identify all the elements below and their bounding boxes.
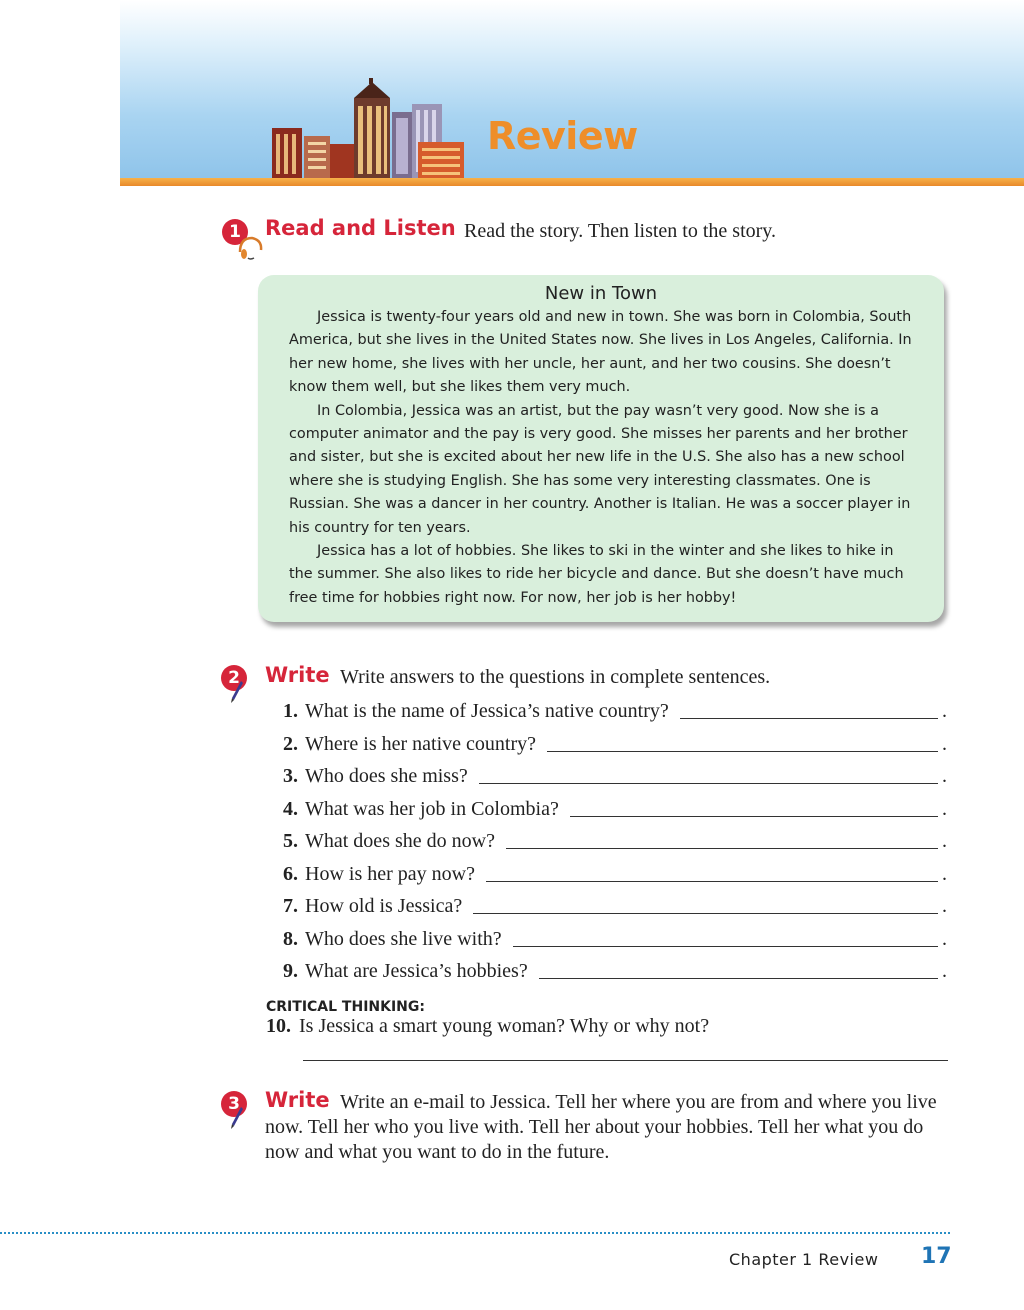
question-number: 6.: [283, 863, 298, 885]
page-number: 17: [921, 1244, 952, 1269]
answer-period: .: [942, 895, 947, 917]
page-title: Review: [487, 114, 638, 158]
question-text: What is the name of Jessica’s native country?: [305, 700, 669, 722]
section-3-instruction: Write an e-mail to Jessica. Tell her where you are from and where you live now. Tell her who you live with. Tell her about your hobbies. Tell her what you do now and what you want to do in the future.: [265, 1091, 937, 1163]
question-text: What are Jessica’s hobbies?: [305, 960, 528, 982]
answer-line[interactable]: [680, 717, 938, 719]
section-3-badge: 3: [221, 1091, 247, 1117]
answer-period: .: [942, 765, 947, 787]
question-row: [268, 892, 948, 918]
answer-period: .: [942, 928, 947, 950]
section-2-title: Write: [265, 663, 330, 687]
question-text: How old is Jessica?: [305, 895, 463, 917]
question-text: Who does she live with?: [305, 928, 502, 950]
question-text: Where is her native country?: [305, 733, 537, 755]
question-number: 10.: [266, 1015, 291, 1037]
critical-thinking-heading: CRITICAL THINKING:: [266, 999, 425, 1015]
question-text: How is her pay now?: [305, 863, 475, 885]
question-row: [268, 957, 948, 983]
answer-line[interactable]: [539, 977, 938, 979]
header-stripe: [120, 178, 1024, 186]
question-number: 9.: [283, 960, 298, 982]
question-row: [268, 925, 948, 951]
city-skyline-icon: [268, 78, 468, 178]
question-text: What does she do now?: [305, 830, 495, 852]
question-row: [268, 827, 948, 853]
answer-line[interactable]: [479, 782, 938, 784]
answer-line[interactable]: [513, 945, 938, 947]
question-number: 3.: [283, 765, 298, 787]
question-number: 8.: [283, 928, 298, 950]
question-row: [268, 762, 948, 788]
answer-period: .: [942, 798, 947, 820]
answer-period: .: [942, 700, 947, 722]
answer-line[interactable]: [473, 912, 938, 914]
question-number: 7.: [283, 895, 298, 917]
story-paragraph: Jessica has a lot of hobbies. She likes to ski in the winter and she likes to hike in the summer. She also likes to ride her bicycle and dance. But she doesn’t have much free time for hobbies right now. For now, her job is her hobby!: [289, 543, 904, 606]
story-paragraph: In Colombia, Jessica was an artist, but the pay wasn’t very good. Now she is a computer animator and the pay is very good. She misses her parents and her brother and sister, but she is excited about her new life in the U.S. She also has a new school where she is studying English. She has some very interesting classmates. One is Russian. She was a dancer in her country. Another is Italian. He was a soccer player in his country for ten years.: [289, 402, 911, 536]
answer-period: .: [942, 733, 947, 755]
answer-period: .: [942, 863, 947, 885]
answer-line[interactable]: [506, 847, 938, 849]
story-text: [289, 306, 919, 610]
question-number: 1.: [283, 700, 298, 722]
story-paragraph: Jessica is twenty-four years old and new in town. She was born in Colombia, South America, but she lives in the United States now. She lives in Los Angeles, California. In her new home, she lives with her uncle, her aunt, and her two cousins. She doesn’t know them well, but she likes them very much.: [289, 309, 912, 396]
story-title: New in Town: [544, 283, 658, 304]
question-row: [268, 730, 948, 756]
question-number: 2.: [283, 733, 298, 755]
answer-line[interactable]: [570, 815, 938, 817]
section-1-badge: 1: [222, 219, 248, 245]
section-3-title: Write: [265, 1088, 330, 1112]
question-number: 4.: [283, 798, 298, 820]
question-text: Who does she miss?: [305, 765, 468, 787]
pencil-icon: [230, 1106, 244, 1130]
question-row: [268, 860, 948, 886]
answer-line[interactable]: [303, 1060, 948, 1061]
section-1-title: Read and Listen: [265, 216, 456, 240]
question-text: Is Jessica a smart young woman? Why or why not?: [299, 1015, 710, 1037]
question-10: [266, 1015, 709, 1038]
headphones-icon: [234, 232, 264, 262]
pencil-icon: [230, 680, 244, 704]
answer-period: .: [942, 830, 947, 852]
answer-line[interactable]: [486, 880, 938, 882]
question-number: 5.: [283, 830, 298, 852]
question-row: [268, 795, 948, 821]
question-row: [268, 697, 948, 723]
footer-divider: [0, 1232, 950, 1234]
question-text: What was her job in Colombia?: [305, 798, 559, 820]
answer-line[interactable]: [547, 750, 938, 752]
footer-chapter-label: Chapter 1 Review: [729, 1250, 879, 1269]
section-2-instruction: Write answers to the questions in complete sentences.: [340, 666, 771, 688]
section-2-badge: 2: [221, 665, 247, 691]
answer-period: .: [942, 960, 947, 982]
section-1-instruction: Read the story. Then listen to the story.: [464, 220, 776, 242]
